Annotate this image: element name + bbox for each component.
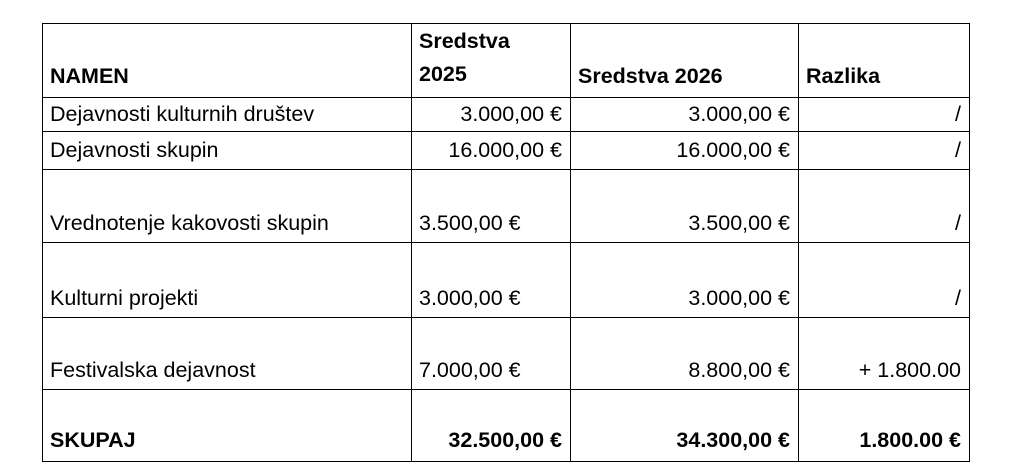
header-sredstva-2026-text: Sredstva 2026 bbox=[578, 64, 723, 88]
cell-namen: Vrednotenje kakovosti skupin bbox=[43, 170, 412, 243]
cell-razlika: + 1.800.00 bbox=[799, 318, 970, 390]
cell-sredstva-2025: 16.000,00 € bbox=[412, 132, 571, 170]
total-sredstva-2026: 34.300,00 € bbox=[571, 390, 799, 462]
table-row bbox=[43, 98, 970, 132]
cell-sredstva-2026: 3.000,00 € bbox=[571, 243, 799, 318]
cell-namen: Dejavnosti skupin bbox=[43, 132, 412, 170]
cell-sredstva-2025: 3.000,00 € bbox=[412, 98, 571, 132]
cell-namen: Dejavnosti kulturnih društev bbox=[43, 98, 412, 132]
table-row bbox=[43, 243, 970, 318]
cell-razlika: / bbox=[799, 132, 970, 170]
cell-sredstva-2026: 3.500,00 € bbox=[571, 170, 799, 243]
table-row bbox=[43, 170, 970, 243]
cell-sredstva-2026: 8.800,00 € bbox=[571, 318, 799, 390]
header-sredstva-2025 bbox=[412, 24, 571, 98]
header-sredstva-2025-line2: 2025 bbox=[419, 62, 467, 86]
cell-namen: Festivalska dejavnost bbox=[43, 318, 412, 390]
header-razlika-text: Razlika bbox=[806, 64, 881, 88]
table-row bbox=[43, 132, 970, 170]
cell-sredstva-2025: 3.500,00 € bbox=[412, 170, 571, 243]
cell-razlika: / bbox=[799, 98, 970, 132]
header-razlika bbox=[799, 24, 970, 98]
header-namen bbox=[43, 24, 412, 98]
budget-table bbox=[42, 23, 970, 462]
total-row bbox=[43, 390, 970, 462]
cell-namen: Kulturni projekti bbox=[43, 243, 412, 318]
header-sredstva-2025-line1: Sredstva bbox=[419, 29, 510, 53]
header-row bbox=[43, 24, 970, 98]
cell-sredstva-2026: 16.000,00 € bbox=[571, 132, 799, 170]
total-namen: SKUPAJ bbox=[43, 390, 412, 462]
total-razlika: 1.800.00 € bbox=[799, 390, 970, 462]
cell-sredstva-2025: 7.000,00 € bbox=[412, 318, 571, 390]
header-sredstva-2026 bbox=[571, 24, 799, 98]
total-sredstva-2025: 32.500,00 € bbox=[412, 390, 571, 462]
header-namen-text: NAMEN bbox=[50, 64, 129, 88]
cell-razlika: / bbox=[799, 170, 970, 243]
cell-sredstva-2026: 3.000,00 € bbox=[571, 98, 799, 132]
cell-sredstva-2025: 3.000,00 € bbox=[412, 243, 571, 318]
table-row bbox=[43, 318, 970, 390]
cell-razlika: / bbox=[799, 243, 970, 318]
